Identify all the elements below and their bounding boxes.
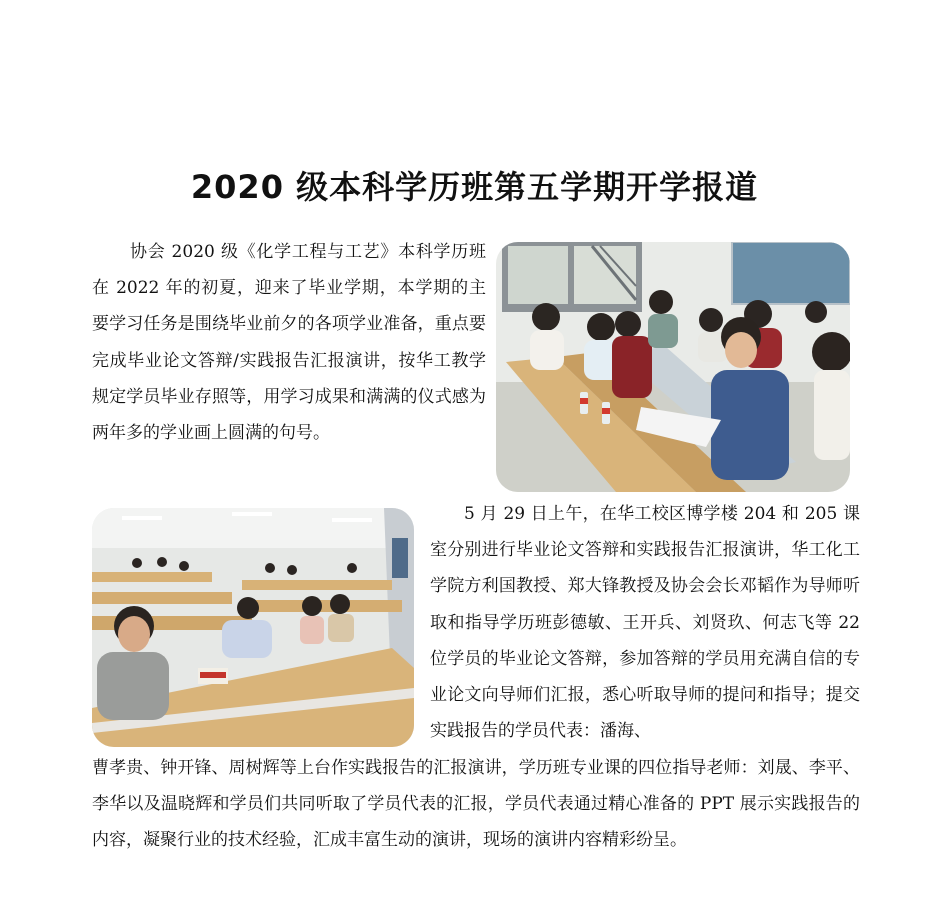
paragraph-report-session: 曹孝贵、钟开锋、周树辉等上台作实践报告的汇报演讲，学历班专业课的四位指导老师：刘晟、李平、李华以及温晓辉和学员们共同听取了学员代表的汇报，学员代表通过精心准备的 PPT 展示实践报告的内容，凝聚行业的技术经验，汇成丰富生动的演讲，现场的演讲内容精彩纷呈。 bbox=[92, 758, 860, 851]
paragraph-defense-session: 5 月 29 日上午，在华工校区博学楼 204 和 205 课室分别进行毕业论文答辩和实践报告汇报演讲，华工化工学院方利国教授、郑大锋教授及协会会长邓韬作为导师听取和指导学历班彭德敏、王开兵、刘贤玖、何志飞等 22 位学员的毕业论文答辩，参加答辩的学员用充满自信的专业论文向导师们汇报，悉心听取导师的提问和指导；提交实践报告的学员代表：潘海、 bbox=[430, 504, 860, 742]
paragraph-intro: 协会 2020 级《化学工程与工艺》本科学历班在 2022 年的初夏，迎来了毕业学期，本学期的主要学习任务是围绕毕业前夕的各项学业准备，重点要完成毕业论文答辩/实践报告汇报演讲，按华工教学规定学员毕业存照等，用学习成果和满满的仪式感为两年多的学业画上圆满的句号。 bbox=[92, 242, 486, 444]
classroom-photo-presentation bbox=[92, 508, 414, 747]
document-title: 2020 级本科学历班第五学期开学报道 bbox=[190, 168, 759, 206]
classroom-photo-defense bbox=[496, 242, 850, 492]
